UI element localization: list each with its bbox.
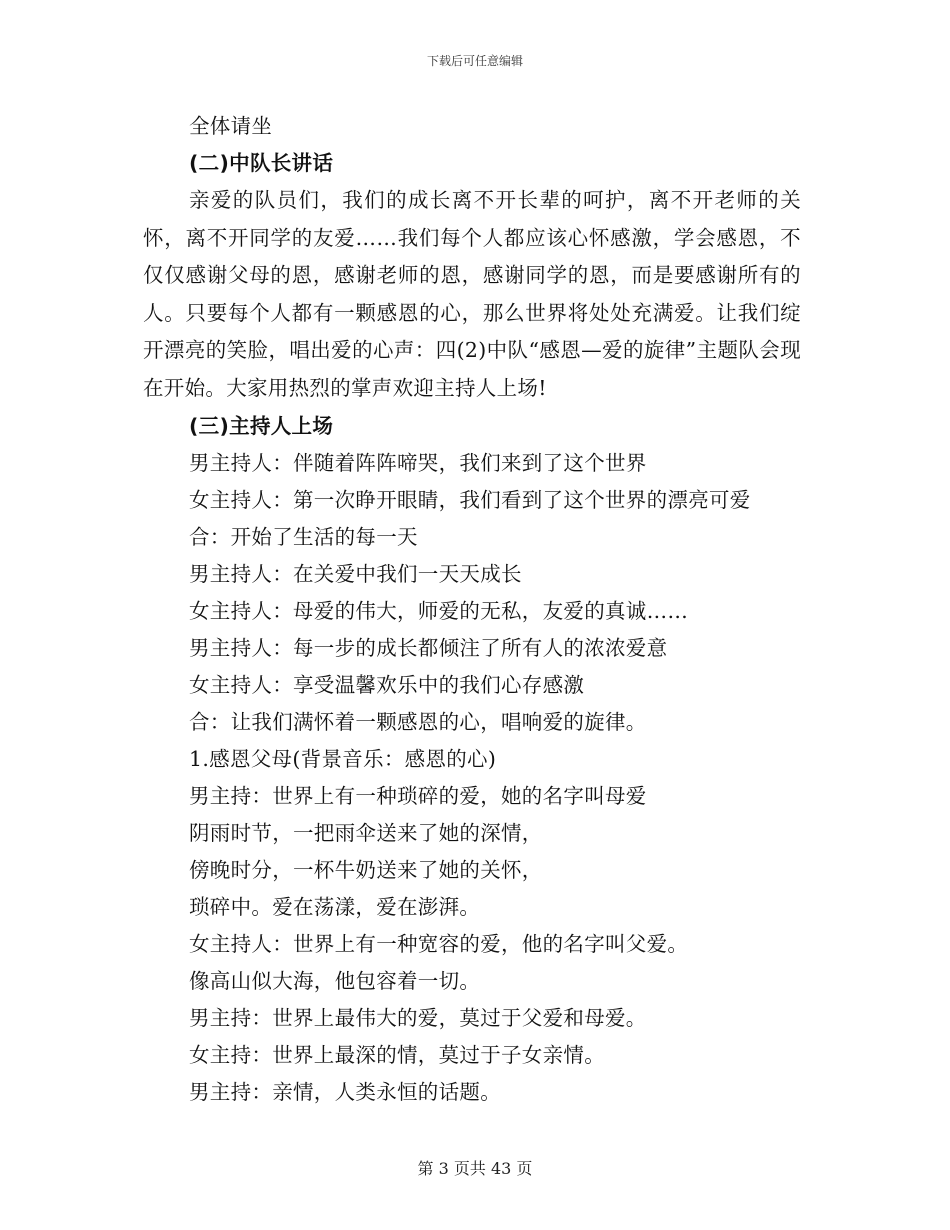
script-line: 女主持人：世界上有一种宽容的爱，他的名字叫父爱。 (189, 931, 689, 956)
script-line: 女主持人：第一次睁开眼睛，我们看到了这个世界的漂亮可爱 (189, 487, 751, 512)
seated-line: 全体请坐 (189, 114, 273, 138)
section-heading-squad-leader: (二)中队长讲话 (189, 151, 334, 175)
script-line: 男主持：世界上最伟大的爱，莫过于父爱和母爱。 (189, 1005, 647, 1030)
script-line: 傍晚时分，一杯牛奶送来了她的关怀， (189, 857, 543, 882)
section-subheading-parents: 1.感恩父母(背景音乐：感恩的心) (189, 746, 497, 771)
script-line: 像高山似大海，他包容着一切。 (189, 968, 481, 993)
script-line: 女主持人：母爱的伟大，师爱的无私，友爱的真诚…… (189, 598, 689, 623)
script-line: 女主持人：享受温馨欢乐中的我们心存感激 (189, 672, 585, 697)
speech-paragraph: 亲爱的队员们，我们的成长离不开长辈的呵护，离不开老师的关怀，离不开同学的友爱……我们每个人都应该心怀感激，学会感恩，不仅仅感谢父母的恩，感谢老师的恩，感谢同学的恩，而是要感谢所有的人。只要每个人都有一颗感恩的心，那么世界将处处充满爱。让我们绽开漂亮的笑脸，唱出爱的心声：四(2)中队“感恩—爱的旋律”主题队会现在开始。大家用热烈的掌声欢迎主持人上场! (143, 188, 801, 400)
document-body (143, 108, 801, 1111)
script-line: 合：让我们满怀着一颗感恩的心，唱响爱的旋律。 (189, 709, 647, 734)
script-line: 琐碎中。爱在荡漾，爱在澎湃。 (189, 894, 481, 919)
script-line: 合：开始了生活的每一天 (189, 524, 418, 549)
script-line: 男主持人：每一步的成长都倾注了所有人的浓浓爱意 (189, 635, 668, 660)
page-footer: 第 3 页共 43 页 (417, 1159, 533, 1178)
section-heading-hosts: (三)主持人上场 (189, 413, 334, 438)
script-line: 男主持人：伴随着阵阵啼哭，我们来到了这个世界 (189, 450, 647, 475)
script-line: 男主持：世界上有一种琐碎的爱，她的名字叫母爱 (189, 783, 647, 808)
script-line: 女主持：世界上最深的情，莫过于子女亲情。 (189, 1042, 605, 1067)
script-line: 阴雨时节，一把雨伞送来了她的深情， (189, 820, 543, 845)
script-line: 男主持人：在关爱中我们一天天成长 (189, 561, 522, 586)
script-line: 男主持：亲情，人类永恒的话题。 (189, 1079, 501, 1104)
page-header: 下载后可任意编辑 (426, 54, 523, 68)
